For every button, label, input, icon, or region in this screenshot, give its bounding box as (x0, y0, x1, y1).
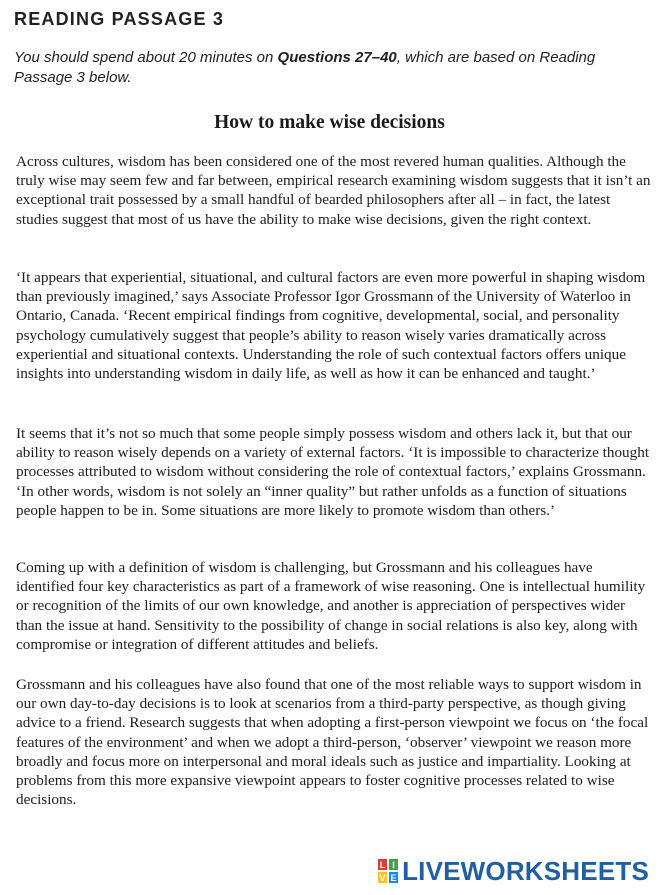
instructions-text-before: You should spend about 20 minutes on (14, 49, 278, 66)
article-title: How to make wise decisions (214, 112, 445, 133)
instructions-questions: Questions 27–40 (277, 49, 397, 66)
paragraph-1: Across cultures, wisdom has been considered one of the most revered human qualities. Although the truly wise may seem few and far between, empirical research examining wisdom suggests that it isn’t an exceptional trait possessed by a small handful of bearded philosophers after all – in fact, the latest studies suggest that most of us have the ability to make wise decisions, given the right context. (16, 153, 651, 228)
svg-text:L: L (379, 860, 386, 870)
instructions-text-after: , which are based on Reading Passage 3 below. (14, 49, 596, 86)
liveworksheets-watermark (377, 857, 649, 885)
section-heading: READING PASSAGE 3 (14, 9, 225, 29)
paragraph-4: Coming up with a definition of wisdom is challenging, but Grossmann and his colleagues have identified four key characteristics as part of a framework of wise reasoning. One is intellectual humility or recognition of the limits of our own knowledge, and another is appreciation of perspectives wider than the issue at hand. Sensitivity to the possibility of change in social relations is also key, along with compromise or integration of different attitudes and beliefs. (16, 559, 646, 653)
svg-text:V: V (379, 873, 386, 883)
watermark-text: LIVEWORKSHEETS (402, 855, 649, 886)
svg-text:I: I (392, 860, 395, 870)
instructions (14, 48, 646, 88)
svg-text:E: E (390, 873, 397, 883)
paragraph-3: It seems that it’s not so much that some people simply possess wisdom and others lack it, but that our ability to reason wisely depends on a variety of external factors. ‘It is impossible to characterize thought processes attributed to wisdom without considering the role of contextual factors,’ explains Grossmann. ‘In other words, wisdom is not solely an “inner quality” but rather unfolds as a function of situations people happen to be in. Some situations are more likely to promote wisdom than others.’ (16, 425, 650, 519)
paragraph-2: ‘It appears that experiential, situational, and cultural factors are even more powerful in shaping wisdom than previously imagined,’ says Associate Professor Igor Grossmann of the University of Waterloo in Ontario, Canada. ‘Recent empirical findings from cognitive, developmental, social, and personality psychology cumulatively suggest that people’s ability to reason wisely varies dramatically across experiential and situational contexts. Understanding the role of such contextual factors offers unique insights into understanding wisdom in daily life, as well as how it can be enhanced and taught.’ (16, 269, 646, 383)
liveworksheets-logo-icon (377, 858, 399, 884)
paragraph-5: Grossmann and his colleagues have also found that one of the most reliable ways to support wisdom in our own day-to-day decisions is to look at scenarios from a third-party perspective, as though giving advice to a friend. Research suggests that when adopting a first-person viewpoint we focus on ‘the focal features of the environment’ and when we adopt a third-person, ‘observer’ viewpoint we reason more broadly and focus more on interpersonal and moral ideals such as justice and impartiality. Looking at problems from this more expansive viewpoint appears to foster cognitive processes related to wise decisions. (16, 676, 649, 809)
